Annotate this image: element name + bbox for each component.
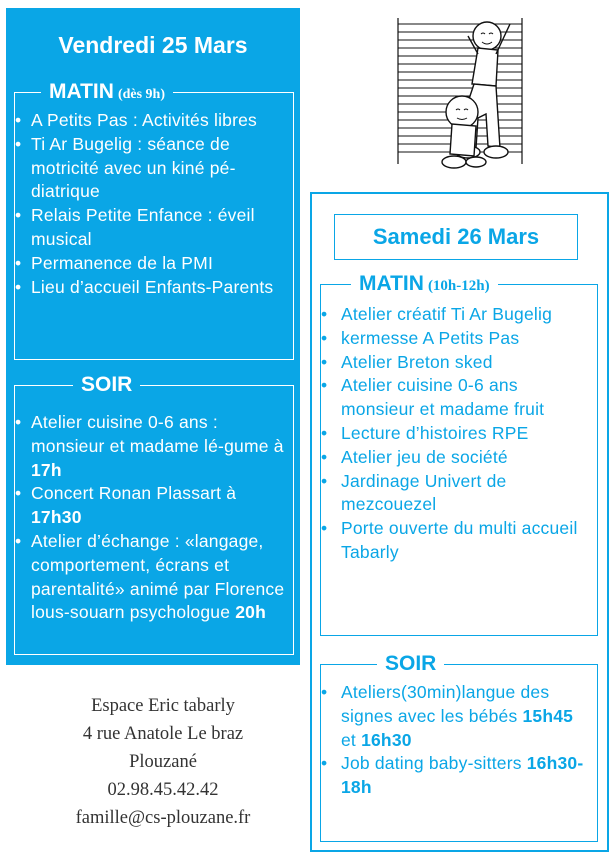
list-item: • Job dating baby-sitters 16h30-18h xyxy=(321,752,587,800)
saturday-evening-legend xyxy=(377,652,444,676)
saturday-evening-list xyxy=(321,681,587,800)
list-item: • Atelier créatif Ti Ar Bugelig xyxy=(321,303,587,327)
list-item: • Lecture d’histoires RPE xyxy=(321,422,587,446)
child-climbing-ladder-illustration xyxy=(392,14,527,174)
friday-morning-time: (dès 9h) xyxy=(117,87,165,102)
address-block xyxy=(6,692,320,832)
saturday-morning-box xyxy=(320,272,598,636)
saturday-evening-box xyxy=(320,652,598,842)
list-item: • kermesse A Petits Pas xyxy=(321,327,587,351)
email-address: famille@cs-plouzane.fr xyxy=(75,808,251,828)
saturday-morning-time: (10h-12h) xyxy=(427,278,490,294)
city: Plouzané xyxy=(129,752,197,772)
friday-morning-list xyxy=(13,109,291,299)
friday-evening-legend xyxy=(73,373,140,397)
saturday-evening-label: SOIR xyxy=(385,652,437,675)
list-item: • Atelier cuisine 0-6 ans : monsieur et madame lé-gume à 17h xyxy=(13,411,291,482)
friday-evening-box xyxy=(14,373,294,655)
list-item: • Lieu d’accueil Enfants-Parents xyxy=(13,276,291,300)
friday-evening-label: SOIR xyxy=(81,373,133,396)
saturday-morning-list xyxy=(321,303,587,565)
list-item: • Atelier cuisine 0-6 ans monsieur et madame fruit xyxy=(321,374,587,422)
list-item: • A Petits Pas : Activités libres xyxy=(13,109,291,133)
saturday-panel xyxy=(310,192,609,852)
list-item: • Relais Petite Enfance : éveil musical xyxy=(13,204,291,252)
friday-morning-label: MATIN xyxy=(49,80,114,103)
street-address: 4 rue Anatole Le braz xyxy=(82,724,244,744)
saturday-title: Samedi 26 Mars xyxy=(334,214,578,260)
venue-name: Espace Eric tabarly xyxy=(91,696,235,716)
list-item: • Jardinage Univert de mezcouezel xyxy=(321,470,587,518)
friday-panel xyxy=(6,8,300,665)
list-item: • Atelier jeu de société xyxy=(321,446,587,470)
list-item: • Porte ouverte du multi accueil Tabarly xyxy=(321,517,587,565)
friday-title: Vendredi 25 Mars xyxy=(58,32,248,58)
friday-morning-box xyxy=(14,80,294,360)
friday-evening-list xyxy=(13,411,291,625)
list-item: • Atelier Breton sked xyxy=(321,351,587,375)
list-item: • Ateliers(30min)langue des signes avec les bébés 15h45 et 16h30 xyxy=(321,681,587,752)
saturday-morning-legend xyxy=(351,272,498,298)
friday-morning-legend xyxy=(41,80,173,107)
list-item: • Permanence de la PMI xyxy=(13,252,291,276)
list-item: • Ti Ar Bugelig : séance de motricité avec un kiné pé-diatrique xyxy=(13,133,291,204)
phone-number: 02.98.45.42.42 xyxy=(107,780,219,800)
list-item: • Atelier d’échange : «langage, comportement, écrans et parentalité» animé par Florence lous-souarn psychologue 20h xyxy=(13,530,291,625)
list-item: • Concert Ronan Plassart à 17h30 xyxy=(13,482,291,530)
saturday-morning-label: MATIN xyxy=(359,272,424,295)
